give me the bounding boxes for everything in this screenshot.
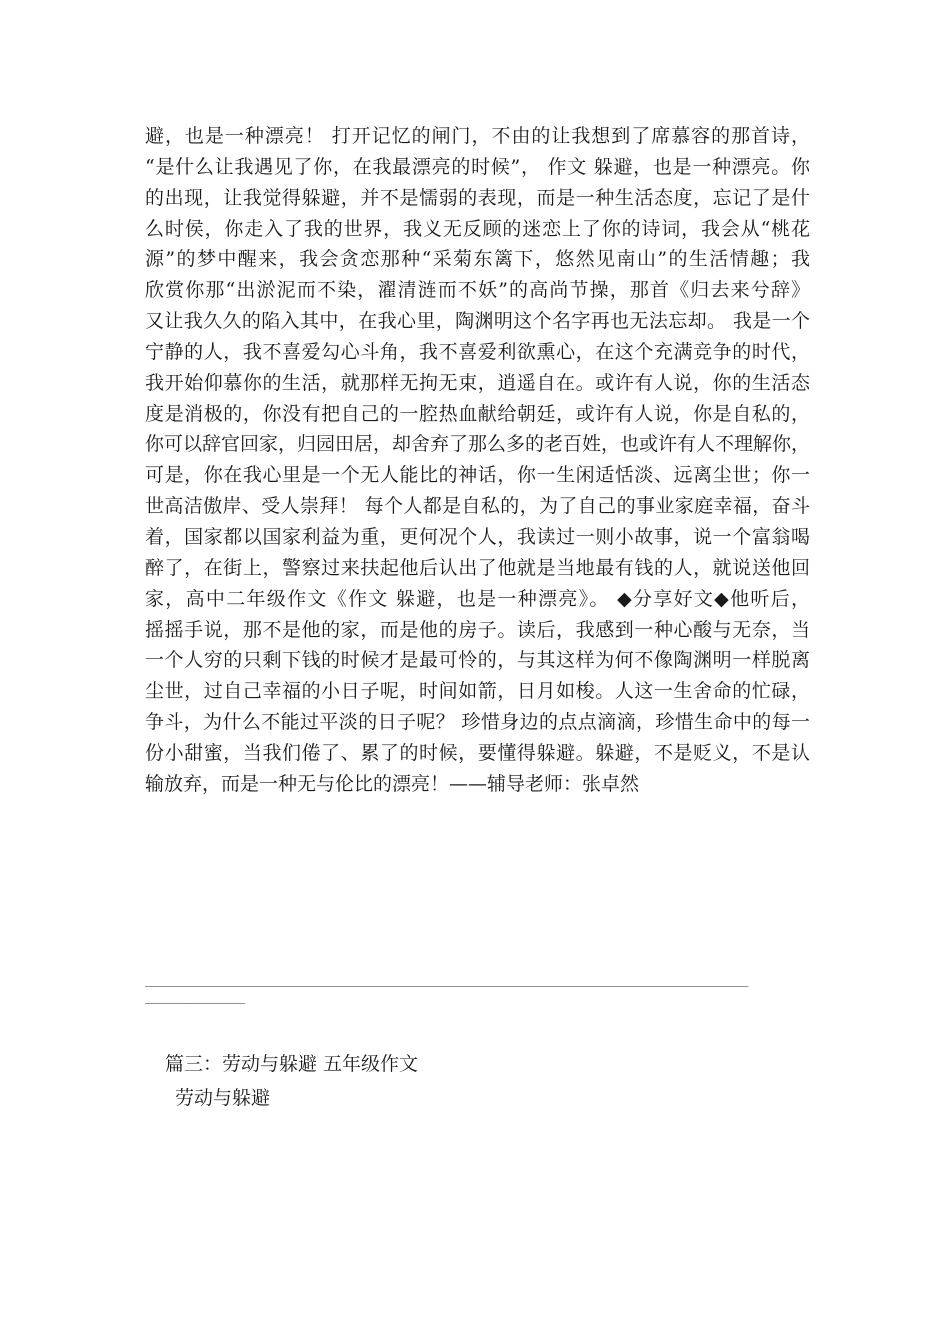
article-line: 输放弃，而是一种无与伦比的漂亮！——辅导老师：张卓然	[145, 772, 640, 795]
article-line: 避，也是一种漂亮！ 打开记忆的闸门，不由的让我想到了席慕容的那首诗，	[145, 125, 810, 147]
article-line: 的出现，让我觉得躲避，并不是懦弱的表现，而是一种生活态度，忘记了是什	[145, 186, 810, 209]
article-body	[145, 121, 810, 800]
article-line: 尘世，过自己幸福的小日子呢，时间如箭，日月如梭。人这一生舍命的忙碌，	[145, 680, 810, 703]
section-divider	[145, 972, 805, 1006]
article-line: 着，国家都以国家利益为重，更何况个人，我读过一则小故事，说一个富翁喝	[145, 525, 810, 548]
article-line: 家，高中二年级作文《作文 躲避，也是一种漂亮》。 ◆分享好文◆他听后，	[145, 587, 810, 610]
article-line: 醉了，在街上，警察过来扶起他后认出了他就是当地最有钱的人，就说送他回	[145, 556, 810, 579]
article-line: 你可以辞官回家，归园田居，却舍弃了那么多的老百姓，也或许有人不理解你，	[145, 433, 811, 456]
article-line: 可是，你在我心里是一个无人能比的神话，你一生闲适恬淡、远离尘世；你一	[145, 464, 810, 487]
article-line: 一个人穷的只剩下钱的时候才是最可怜的，与其这样为何不像陶渊明一样脱离	[145, 649, 810, 672]
article-line: 宁静的人，我不喜爱勾心斗角，我不喜爱利欲熏心，在这个充满竞争的时代，	[145, 340, 810, 363]
divider-line: ___________________________________________________________________________________________	[145, 973, 748, 987]
section-title: 篇三：劳动与躲避 五年级作文	[165, 1053, 419, 1075]
article-line: 又让我久久的陷入其中，在我心里，陶渊明这个名字再也无法忘却。 我是一个	[145, 310, 810, 333]
article-line: “是什么让我遇见了你，在我最漂亮的时候”， 作文 躲避，也是一种漂亮。你	[145, 155, 810, 178]
article-line: 摇摇手说，那不是他的家，而是他的房子。读后，我感到一种心酸与无奈，当	[145, 618, 810, 641]
article-line: 世高洁傲岸、受人崇拜！ 每个人都是自私的，为了自己的事业家庭幸福，奋斗	[145, 495, 810, 518]
article-line: 么时侯，你走入了我的世界，我义无反顾的迷恋上了你的诗词，我会从“桃花	[145, 217, 810, 240]
article-line: 份小甜蜜，当我们倦了、累了的时候，要懂得躲避。躲避，不是贬义，不是认	[145, 741, 810, 764]
article-line: 我开始仰慕你的生活，就那样无拘无束，逍遥自在。或许有人说，你的生活态	[145, 371, 810, 394]
divider-line: _______________	[145, 990, 245, 1004]
article-line: 争斗，为什么不能过平淡的日子呢？ 珍惜身边的点点滴滴，珍惜生命中的每一	[145, 711, 810, 734]
section-subtitle: 劳动与躲避	[175, 1087, 271, 1109]
article-line: 源”的梦中醒来，我会贪恋那种“采菊东篱下，悠然见南山”的生活情趣；我	[145, 248, 810, 271]
article-line: 欣赏你那“出淤泥而不染，濯清涟而不妖”的高尚节操，那首《归去来兮辞》	[145, 279, 810, 302]
article-line: 度是消极的，你没有把自己的一腔热血献给朝廷，或许有人说，你是自私的，	[145, 402, 810, 425]
